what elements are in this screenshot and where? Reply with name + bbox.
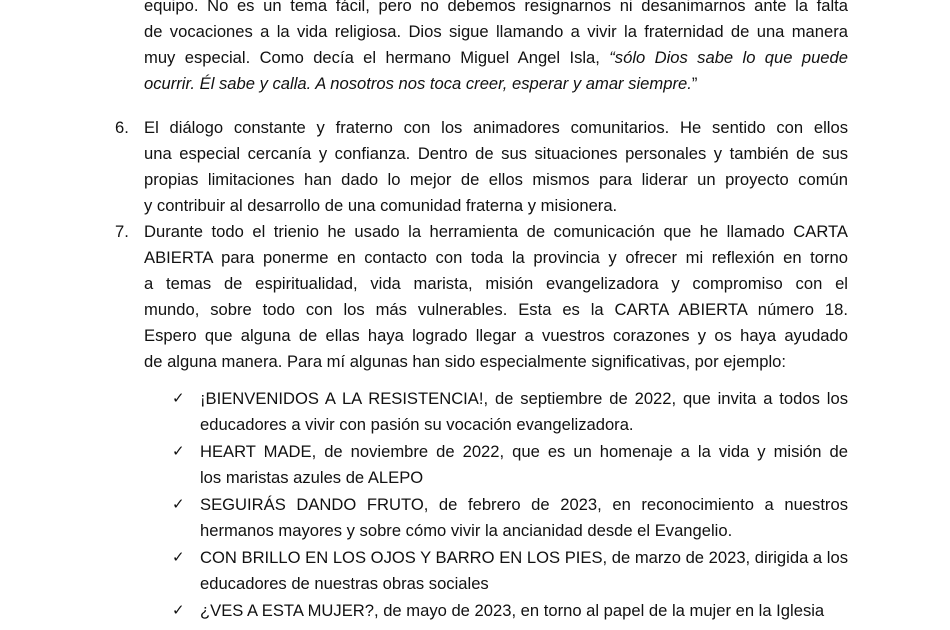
- bullet-4-line-2: educadores de nuestras obras sociales: [200, 574, 489, 593]
- paragraph-5-line-1: equipo. No es un tema fácil, pero no debemos resignarnos ni desanimarnos ante la falta: [144, 0, 848, 15]
- bullet-1-line-2: educadores a vivir con pasión su vocación evangelizadora.: [200, 415, 634, 434]
- checkmark-icon: ✓: [172, 390, 185, 407]
- item-6-number: 6.: [115, 118, 129, 137]
- bullet-5-line-1: ¿VES A ESTA MUJER?, de mayo de 2023, en torno al papel de la mujer en la Iglesia: [200, 601, 825, 620]
- paragraph-5-line-3: [144, 45, 848, 71]
- item-7-line-6: de alguna manera. Para mí algunas han sido especialmente significativas, por ejemplo:: [144, 352, 786, 371]
- paragraph-5-line-3-text: muy especial. Como decía el hermano Miguel Angel Isla,: [144, 48, 610, 67]
- item-7-line-4: mundo, sobre todo con los más vulnerables. Esta es la CARTA ABIERTA número 18.: [144, 300, 848, 319]
- quote-start: “sólo Dios sabe lo que puede: [609, 48, 848, 67]
- item-6-line-4: y contribuir al desarrollo de una comunidad fraterna y misionera.: [144, 196, 618, 215]
- item-7-line-1: Durante todo el trienio he usado la herramienta de comunicación que he llamado CARTA: [144, 222, 848, 241]
- checkmark-icon: ✓: [172, 602, 185, 619]
- item-6-line-1: El diálogo constante y fraterno con los animadores comunitarios. He sentido con ellos: [144, 118, 848, 137]
- bullet-2-line-1: HEART MADE, de noviembre de 2022, que es un homenaje a la vida y misión de: [200, 442, 848, 461]
- item-6-line-2: una especial cercanía y confianza. Dentro de sus situaciones personales y también de sus: [144, 144, 848, 163]
- item-7-line-3: a temas de espiritualidad, vida marista, misión evangelizadora y compromiso con el: [144, 274, 848, 293]
- bullet-3-line-1: SEGUIRÁS DANDO FRUTO, de febrero de 2023, en reconocimiento a nuestros: [200, 495, 848, 514]
- checkmark-icon: ✓: [172, 549, 185, 566]
- quote-end: ocurrir. Él sabe y calla. A nosotros nos toca creer, esperar y amar siempre.: [144, 74, 692, 93]
- paragraph-5-line-4: [144, 71, 848, 97]
- bullet-1-line-1: ¡BIENVENIDOS A LA RESISTENCIA!, de septiembre de 2022, que invita a todos los: [200, 389, 848, 408]
- checkmark-icon: ✓: [172, 443, 185, 460]
- bullet-2-line-2: los maristas azules de ALEPO: [200, 468, 424, 487]
- item-6-line-3: propias limitaciones han dado lo mejor de ellos mismos para liderar un proyecto común: [144, 170, 848, 189]
- paragraph-5-line-2: de vocaciones a la vida religiosa. Dios sigue llamando a vivir la fraternidad de una manera: [144, 22, 848, 41]
- item-7-line-2: ABIERTA para ponerme en contacto con toda la provincia y ofrecer mi reflexión en torno: [144, 248, 848, 267]
- item-7-number: 7.: [115, 222, 129, 241]
- checkmark-icon: ✓: [172, 496, 185, 513]
- bullet-3-line-2: hermanos mayores y sobre cómo vivir la ancianidad desde el Evangelio.: [200, 521, 733, 540]
- closing-quote-mark: ”: [691, 74, 698, 93]
- item-7-line-5: Espero que alguna de ellas haya logrado llegar a vuestros corazones y os haya ayudado: [144, 326, 848, 345]
- bullet-4-line-1: CON BRILLO EN LOS OJOS Y BARRO EN LOS PIES, de marzo de 2023, dirigida a los: [200, 548, 848, 567]
